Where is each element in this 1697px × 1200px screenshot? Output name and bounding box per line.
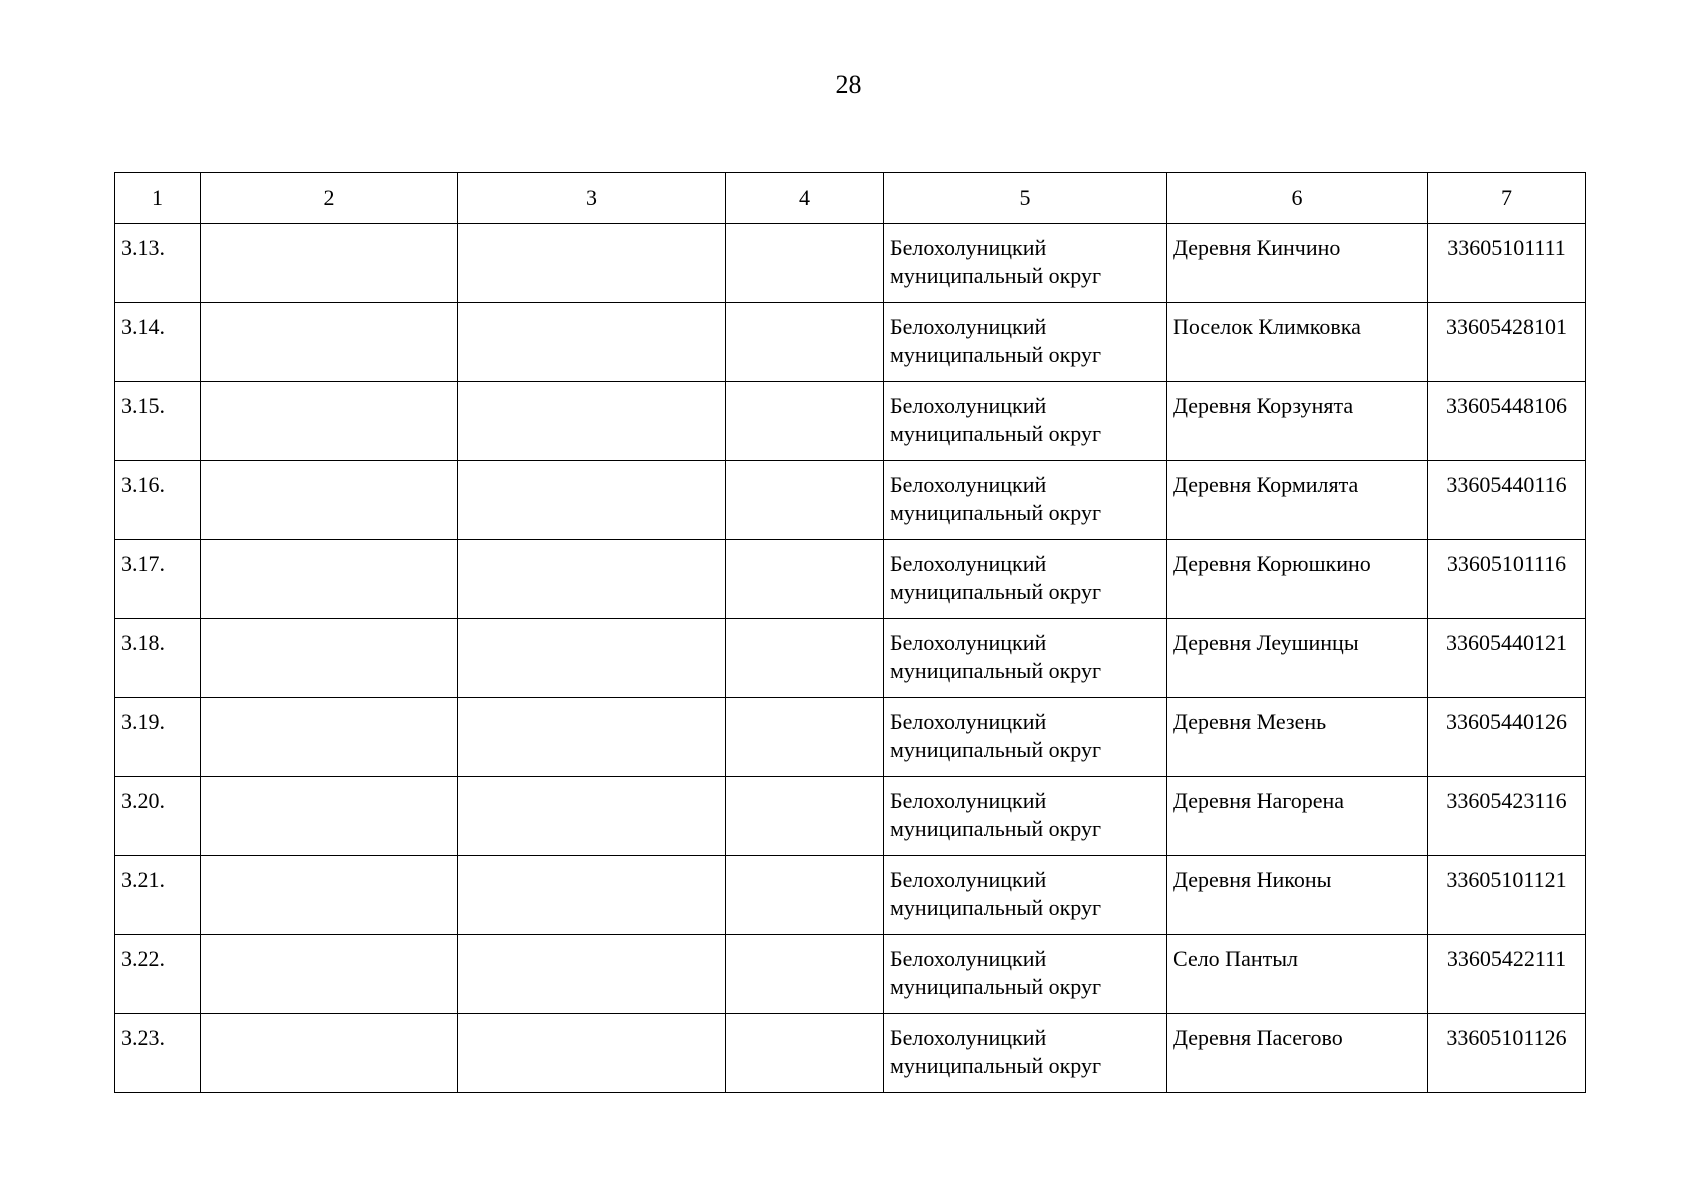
column-header-7: 7: [1428, 173, 1586, 224]
district-name-line: Белохолуницкий: [890, 314, 1047, 339]
code-cell: 33605428101: [1428, 303, 1586, 382]
settlement-cell: Деревня Мезень: [1167, 698, 1428, 777]
code-cell: 33605440116: [1428, 461, 1586, 540]
district-name-line: Белохолуницкий: [890, 393, 1047, 418]
column-header-6: 6: [1167, 173, 1428, 224]
row-number-cell: 3.19.: [115, 698, 201, 777]
district-type-line: муниципальный округ: [890, 816, 1102, 841]
row-number-cell: 3.16.: [115, 461, 201, 540]
settlement-cell: Село Пантыл: [1167, 935, 1428, 1014]
code-cell: 33605101121: [1428, 856, 1586, 935]
district-type-line: муниципальный округ: [890, 421, 1102, 446]
column-4-cell: [726, 540, 884, 619]
district-type-line: муниципальный округ: [890, 895, 1102, 920]
settlement-cell: Деревня Корзунята: [1167, 382, 1428, 461]
column-4-cell: [726, 619, 884, 698]
code-cell: 33605440126: [1428, 698, 1586, 777]
district-cell: [884, 461, 1167, 540]
district-cell: [884, 224, 1167, 303]
row-number-cell: 3.17.: [115, 540, 201, 619]
table-row: [115, 935, 1586, 1014]
table-row: [115, 619, 1586, 698]
district-name-line: Белохолуницкий: [890, 788, 1047, 813]
column-4-cell: [726, 856, 884, 935]
code-cell: 33605423116: [1428, 777, 1586, 856]
code-cell: 33605440121: [1428, 619, 1586, 698]
settlement-cell: Деревня Корюшкино: [1167, 540, 1428, 619]
table-row: [115, 1014, 1586, 1093]
column-4-cell: [726, 935, 884, 1014]
column-4-cell: [726, 382, 884, 461]
row-number-cell: 3.23.: [115, 1014, 201, 1093]
row-number-cell: 3.15.: [115, 382, 201, 461]
code-cell: 33605448106: [1428, 382, 1586, 461]
column-3-cell: [458, 540, 726, 619]
row-number-cell: 3.22.: [115, 935, 201, 1014]
column-3-cell: [458, 461, 726, 540]
district-type-line: муниципальный округ: [890, 500, 1102, 525]
district-cell: [884, 698, 1167, 777]
column-2-cell: [201, 540, 458, 619]
column-3-cell: [458, 856, 726, 935]
settlement-cell: Поселок Климковка: [1167, 303, 1428, 382]
district-name-line: Белохолуницкий: [890, 946, 1047, 971]
district-name-line: Белохолуницкий: [890, 1025, 1047, 1050]
table-body: [115, 224, 1586, 1093]
column-3-cell: [458, 777, 726, 856]
header-row: [115, 173, 1586, 224]
row-number-cell: 3.14.: [115, 303, 201, 382]
column-4-cell: [726, 224, 884, 303]
row-number-cell: 3.21.: [115, 856, 201, 935]
column-2-cell: [201, 935, 458, 1014]
code-cell: 33605101111: [1428, 224, 1586, 303]
table-row: [115, 540, 1586, 619]
district-cell: [884, 856, 1167, 935]
table-row: [115, 698, 1586, 777]
settlement-cell: Деревня Никоны: [1167, 856, 1428, 935]
settlement-cell: Деревня Кинчино: [1167, 224, 1428, 303]
column-3-cell: [458, 303, 726, 382]
table-row: [115, 224, 1586, 303]
table-row: [115, 856, 1586, 935]
page-number: 28: [835, 70, 862, 99]
data-table: [114, 172, 1586, 1093]
column-2-cell: [201, 856, 458, 935]
row-number-cell: 3.20.: [115, 777, 201, 856]
district-cell: [884, 777, 1167, 856]
column-3-cell: [458, 698, 726, 777]
settlement-cell: Деревня Кормилята: [1167, 461, 1428, 540]
column-2-cell: [201, 461, 458, 540]
column-4-cell: [726, 1014, 884, 1093]
district-type-line: муниципальный округ: [890, 658, 1102, 683]
code-cell: 33605422111: [1428, 935, 1586, 1014]
column-2-cell: [201, 382, 458, 461]
column-3-cell: [458, 935, 726, 1014]
district-cell: [884, 935, 1167, 1014]
district-cell: [884, 619, 1167, 698]
district-type-line: муниципальный округ: [890, 974, 1102, 999]
column-4-cell: [726, 461, 884, 540]
column-3-cell: [458, 382, 726, 461]
district-name-line: Белохолуницкий: [890, 867, 1047, 892]
district-cell: [884, 540, 1167, 619]
code-cell: 33605101126: [1428, 1014, 1586, 1093]
settlement-cell: Деревня Пасегово: [1167, 1014, 1428, 1093]
column-2-cell: [201, 303, 458, 382]
district-type-line: муниципальный округ: [890, 342, 1102, 367]
table-row: [115, 303, 1586, 382]
column-header-2: 2: [201, 173, 458, 224]
table-row: [115, 461, 1586, 540]
column-2-cell: [201, 224, 458, 303]
column-4-cell: [726, 698, 884, 777]
table-row: [115, 382, 1586, 461]
district-name-line: Белохолуницкий: [890, 709, 1047, 734]
column-header-4: 4: [726, 173, 884, 224]
district-cell: [884, 303, 1167, 382]
district-type-line: муниципальный округ: [890, 1053, 1102, 1078]
column-header-1: 1: [115, 173, 201, 224]
column-header-3: 3: [458, 173, 726, 224]
district-type-line: муниципальный округ: [890, 263, 1102, 288]
district-cell: [884, 382, 1167, 461]
district-name-line: Белохолуницкий: [890, 235, 1047, 260]
column-header-5: 5: [884, 173, 1167, 224]
settlement-cell: Деревня Леушинцы: [1167, 619, 1428, 698]
district-type-line: муниципальный округ: [890, 737, 1102, 762]
district-cell: [884, 1014, 1167, 1093]
row-number-cell: 3.13.: [115, 224, 201, 303]
column-3-cell: [458, 224, 726, 303]
column-2-cell: [201, 698, 458, 777]
district-name-line: Белохолуницкий: [890, 630, 1047, 655]
code-cell: 33605101116: [1428, 540, 1586, 619]
column-3-cell: [458, 619, 726, 698]
column-4-cell: [726, 303, 884, 382]
column-2-cell: [201, 619, 458, 698]
settlement-cell: Деревня Нагорена: [1167, 777, 1428, 856]
district-type-line: муниципальный округ: [890, 579, 1102, 604]
row-number-cell: 3.18.: [115, 619, 201, 698]
column-2-cell: [201, 777, 458, 856]
column-2-cell: [201, 1014, 458, 1093]
column-3-cell: [458, 1014, 726, 1093]
table-row: [115, 777, 1586, 856]
column-4-cell: [726, 777, 884, 856]
district-name-line: Белохолуницкий: [890, 551, 1047, 576]
district-name-line: Белохолуницкий: [890, 472, 1047, 497]
